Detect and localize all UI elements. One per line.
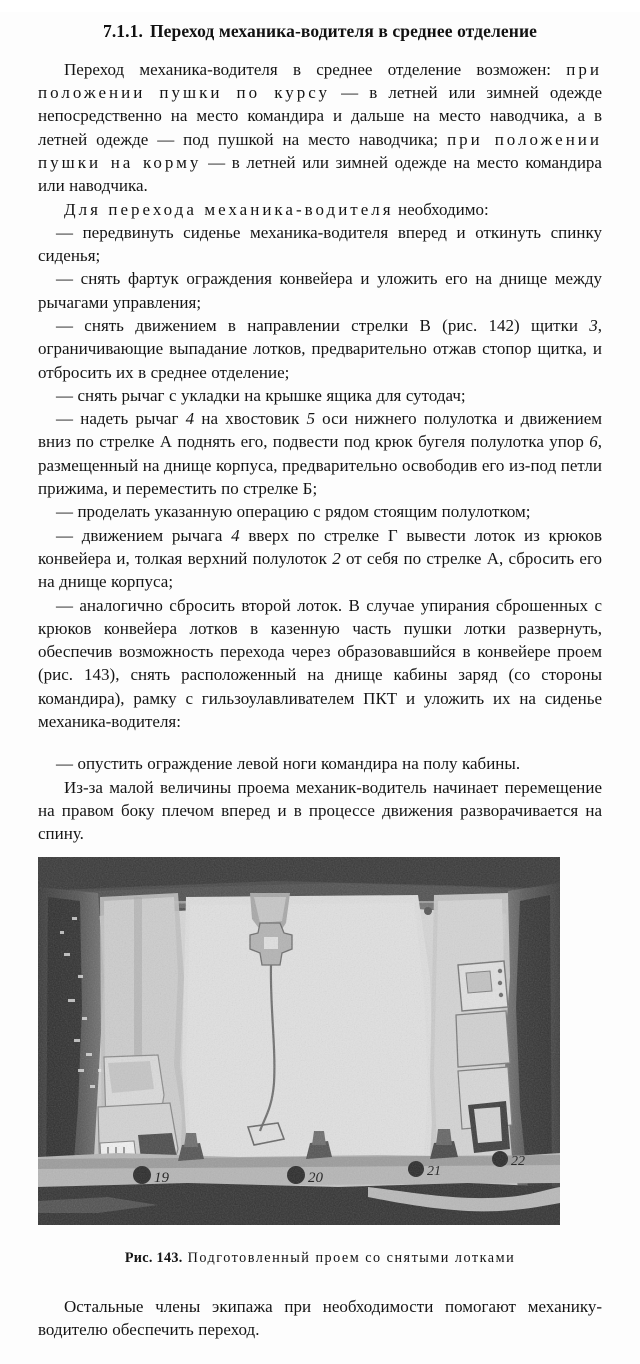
text-run: — проделать указанную операцию с рядом стоящим полулотком; [56,502,531,522]
figure-143 [38,857,560,1225]
paragraph-item-4 [38,384,602,407]
text-run: — в летней или зимней одежде на место командира или наводчика. [38,152,602,196]
text-run: от себя по стрелке А, сбросить его на днище корпуса; [38,548,602,592]
paragraph-item-5 [38,407,602,500]
figure-caption-label: Рис. 143. [124,1249,183,1266]
text-run: — аналогично сбросить второй лоток. В случае упирания сброшенных с крюков конвейера лотков в казенную часть пушки лотки развернуть, обеспечив возможность перехода через образовавшийся в конвейере проем (рис. 143), снять расположенный на днище кабины заряд (со стороны командира), рамку с гильзоулавливателем ПКТ и уложить их на сиденье механика-водителя: [38,595,602,732]
section-heading [0,12,640,42]
paragraph-item-9 [38,752,602,775]
photograph-content [38,857,560,1225]
text-run: , ограничивающие выпадание лотков, предварительно отжав стопор щитка, и отбросить их в среднее отделение; [38,315,602,382]
text-run: Из-за малой величины проема механик-водитель начинает перемещение на правом боку плечом вперед и в процессе движения разворачивается на спину. [38,777,602,844]
paragraph-item-6 [38,500,602,523]
part-number: 4 [231,525,240,545]
body-text [0,58,640,846]
tail-text [0,1295,640,1342]
document-page [0,12,640,1364]
emphasis-spaced: Для перехода механика-водителя [64,199,394,219]
photograph [38,857,560,1225]
text-run: — в летней или зимней одежде непосредственно на место командира и дальше на место наводчика, а в летней одежде — под пушкой на место наводчика; [38,83,602,149]
paragraph-item-7 [38,524,602,594]
text-run: оси нижнего полулотка и движением вниз по стрелке А поднять его, подвести под крюк бугеля полулотка упор [38,409,602,452]
text-run: необходимо: [393,199,489,219]
text-run: вверх по стрелке Г вывести лоток из крюков конвейера и, толкая верхний полулоток [38,525,602,568]
text-run: — движением рычага [56,525,232,545]
text-run: — надеть рычаг [56,409,186,429]
section-title: Переход механика-водителя в среднее отделение [149,20,537,41]
section-number: 7.1.1. [102,20,143,41]
text-run: — снять фартук ограждения конвейера и уложить его на днище между рычагами управления; [38,269,602,312]
part-number: 6 [589,432,598,452]
text-run: — снять движением в направлении стрелки В (рис. 142) щитки [56,315,590,335]
text-run: Переход механика-водителя в среднее отделение возможен: [64,59,567,79]
paragraph-lead-in [38,198,602,221]
text-run: Остальные члены экипажа при необходимости помогают механику-водителю обеспечить переход. [38,1296,602,1340]
figure-caption [0,1250,640,1267]
text-run: на хвостовик [194,409,307,429]
paragraph-tail-1 [38,1295,602,1342]
text-run: — снять рычаг с укладки на крышке ящика для сутодач; [56,385,466,405]
paragraph-item-3 [38,314,602,384]
paragraph-item-2 [38,267,602,314]
paragraph-gap [38,733,602,752]
paragraph-intro [38,58,602,198]
paragraph-item-1 [38,221,602,268]
paragraph-closing [38,776,602,846]
emphasis-spaced: при положении пушки по курсу [38,59,602,103]
part-number: 5 [306,409,315,429]
part-number: 3 [589,315,598,335]
part-number: 2 [332,548,341,568]
emphasis-spaced: при положении пушки на корму [38,129,602,172]
text-run: — передвинуть сиденье механика-водителя вперед и откинуть спинку сиденья; [38,222,602,266]
figure-caption-text: Подготовленный проем со снятыми лотками [187,1249,516,1266]
part-number: 4 [185,409,195,429]
text-run: — опустить ограждение левой ноги командира на полу кабины. [56,754,521,774]
paragraph-item-8 [38,594,602,734]
text-run: , размещенный на днище корпуса, предварительно освободив его из-под петли прижима, и переместить по стрелке Б; [38,432,602,499]
